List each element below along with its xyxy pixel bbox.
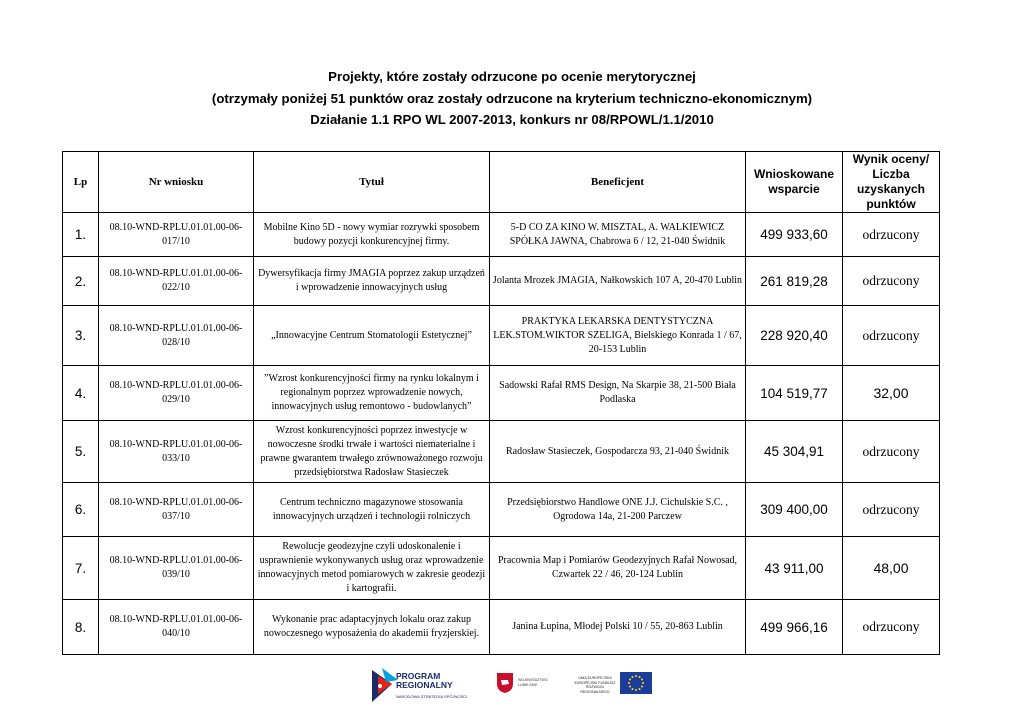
row-wynik: odrzucony	[843, 421, 940, 483]
row-tytul: Wzrost konkurencyjności poprzez inwestycje w nowoczesne środki trwałe i wartości niematerialne i prawne gwarantem trwałego zrównoważonego rozwoju przedsiębiorstwa Radosław Stasieczek	[254, 421, 490, 483]
row-beneficjent: 5-D CO ZA KINO W. MISZTAL, A. WALKIEWICZ SPÓŁKA JAWNA, Chabrowa 6 / 12, 21-040 Świdnik	[490, 213, 746, 257]
footer-logos	[0, 666, 1024, 706]
lubelskie-logo	[496, 672, 560, 698]
table-row	[63, 306, 940, 366]
table-row	[63, 483, 940, 537]
row-lp: 1.	[63, 213, 99, 257]
row-wynik: odrzucony	[843, 306, 940, 366]
row-beneficjent: Radosław Stasieczek, Gospodarcza 93, 21-040 Świdnik	[490, 421, 746, 483]
row-lp: 7.	[63, 537, 99, 600]
row-lp: 2.	[63, 257, 99, 306]
row-tytul: Rewolucje geodezyjne czyli udoskonalenie i usprawnienie wykonywanych usług oraz wprowadzenie innowacyjnych metod pomiarowych w zakresie geodezji i kartografii.	[254, 537, 490, 600]
lubelskie-shield-icon	[496, 672, 514, 694]
row-beneficjent: Sadowski Rafał RMS Design, Na Skarpie 38, 21-500 Biała Podlaska	[490, 366, 746, 421]
row-wynik: odrzucony	[843, 257, 940, 306]
row-tytul: Dywersyfikacja firmy JMAGIA poprzez zakup urządzeń i wprowadzenie innowacyjnych usług	[254, 257, 490, 306]
row-wsparcie: 499 966,16	[746, 600, 843, 655]
row-tytul: Centrum techniczno magazynowe stosowania innowacyjnych urządzeń i technologii rolniczych	[254, 483, 490, 537]
row-nr-wniosku: 08.10-WND-RPLU.01.01.00-06-033/10	[99, 421, 254, 483]
row-lp: 6.	[63, 483, 99, 537]
row-beneficjent: Pracownia Map i Pomiarów Geodezyjnych Rafał Nowosad, Czwartek 22 / 46, 20-124 Lublin	[490, 537, 746, 600]
row-nr-wniosku: 08.10-WND-RPLU.01.01.00-06-029/10	[99, 366, 254, 421]
row-lp: 5.	[63, 421, 99, 483]
row-beneficjent: Janina Łupina, Młodej Polski 10 / 55, 20-863 Lublin	[490, 600, 746, 655]
row-tytul: „Innowacyjne Centrum Stomatologii Estetycznej”	[254, 306, 490, 366]
row-wynik: 32,00	[843, 366, 940, 421]
row-tytul: Mobilne Kino 5D - nowy wymiar rozrywki sposobem budowy pozycji konkurencyjnej firmy.	[254, 213, 490, 257]
title-line-3: Działanie 1.1 RPO WL 2007-2013, konkurs nr 08/RPOWL/1.1/2010	[310, 112, 714, 127]
title-line-2: (otrzymały poniżej 51 punktów oraz zostały odrzucone na kryterium techniczno-ekonomicznym)	[211, 90, 813, 106]
projects-table	[62, 151, 940, 655]
row-wsparcie: 228 920,40	[746, 306, 843, 366]
table-header-row	[63, 152, 940, 213]
row-nr-wniosku: 08.10-WND-RPLU.01.01.00-06-039/10	[99, 537, 254, 600]
row-lp: 3.	[63, 306, 99, 366]
row-beneficjent: Jolanta Mrozek JMAGIA, Nałkowskich 107 A, 20-470 Lublin	[490, 257, 746, 306]
header-beneficjent: Beneficjent	[490, 152, 746, 213]
program-regionalny-logo	[368, 666, 480, 704]
header-nr-wniosku: Nr wniosku	[99, 152, 254, 213]
row-nr-wniosku: 08.10-WND-RPLU.01.01.00-06-037/10	[99, 483, 254, 537]
row-lp: 4.	[63, 366, 99, 421]
row-wynik: odrzucony	[843, 213, 940, 257]
header-lp: Lp	[63, 152, 99, 213]
document-title	[0, 66, 1024, 131]
table-body	[63, 213, 940, 655]
row-wynik: odrzucony	[843, 483, 940, 537]
row-tytul: Wykonanie prac adaptacyjnych lokalu oraz zakup nowoczesnego wyposażenia do akademii fryzjerskiej.	[254, 600, 490, 655]
row-wynik: odrzucony	[843, 600, 940, 655]
table-row	[63, 366, 940, 421]
row-wsparcie: 104 519,77	[746, 366, 843, 421]
row-wsparcie: 309 400,00	[746, 483, 843, 537]
header-wnioskowane-wsparcie: Wnioskowane wsparcie	[746, 152, 843, 213]
table-row	[63, 421, 940, 483]
table-row	[63, 257, 940, 306]
row-nr-wniosku: 08.10-WND-RPLU.01.01.00-06-022/10	[99, 257, 254, 306]
row-nr-wniosku: 08.10-WND-RPLU.01.01.00-06-028/10	[99, 306, 254, 366]
table-row	[63, 537, 940, 600]
row-nr-wniosku: 08.10-WND-RPLU.01.01.00-06-017/10	[99, 213, 254, 257]
table-row	[63, 213, 940, 257]
eu-logo	[572, 672, 652, 700]
row-nr-wniosku: 08.10-WND-RPLU.01.01.00-06-040/10	[99, 600, 254, 655]
row-wsparcie: 499 933,60	[746, 213, 843, 257]
row-wsparcie: 261 819,28	[746, 257, 843, 306]
row-lp: 8.	[63, 600, 99, 655]
lubelskie-logo-text: WOJEWÓDZTWO LUBELSKIE	[518, 678, 548, 687]
eu-flag-icon	[620, 672, 652, 694]
row-tytul: ”Wzrost konkurencyjności firmy na rynku lokalnym i regionalnym poprzez wprowadzenie nowych, innowacyjnych usług remontowo - budowlanych”	[254, 366, 490, 421]
row-wsparcie: 43 911,00	[746, 537, 843, 600]
header-wynik-oceny: Wynik oceny/ Liczba uzyskanych punktów	[843, 152, 940, 213]
row-beneficjent: PRAKTYKA LEKARSKA DENTYSTYCZNA LEK.STOM.WIKTOR SZELIGA, Bielskiego Konrada 1 / 67, 20-153 Lublin	[490, 306, 746, 366]
row-wsparcie: 45 304,91	[746, 421, 843, 483]
title-line-1: Projekty, które zostały odrzucone po ocenie merytorycznej	[328, 69, 696, 84]
table-row	[63, 600, 940, 655]
row-wynik: 48,00	[843, 537, 940, 600]
eu-logo-text: UNIA EUROPEJSKA EUROPEJSKI FUNDUSZ ROZWOJU REGIONALNEGO	[574, 676, 616, 694]
row-beneficjent: Przedsiębiorstwo Handlowe ONE J.J. Cichulskie S.C. , Ogrodowa 14a, 21-200 Parczew	[490, 483, 746, 537]
header-tytul: Tytuł	[254, 152, 490, 213]
program-logo-subtext: NARODOWA STRATEGIA SPÓJNOŚCI	[396, 694, 468, 699]
program-logo-text: PROGRAM REGIONALNY	[396, 671, 453, 690]
